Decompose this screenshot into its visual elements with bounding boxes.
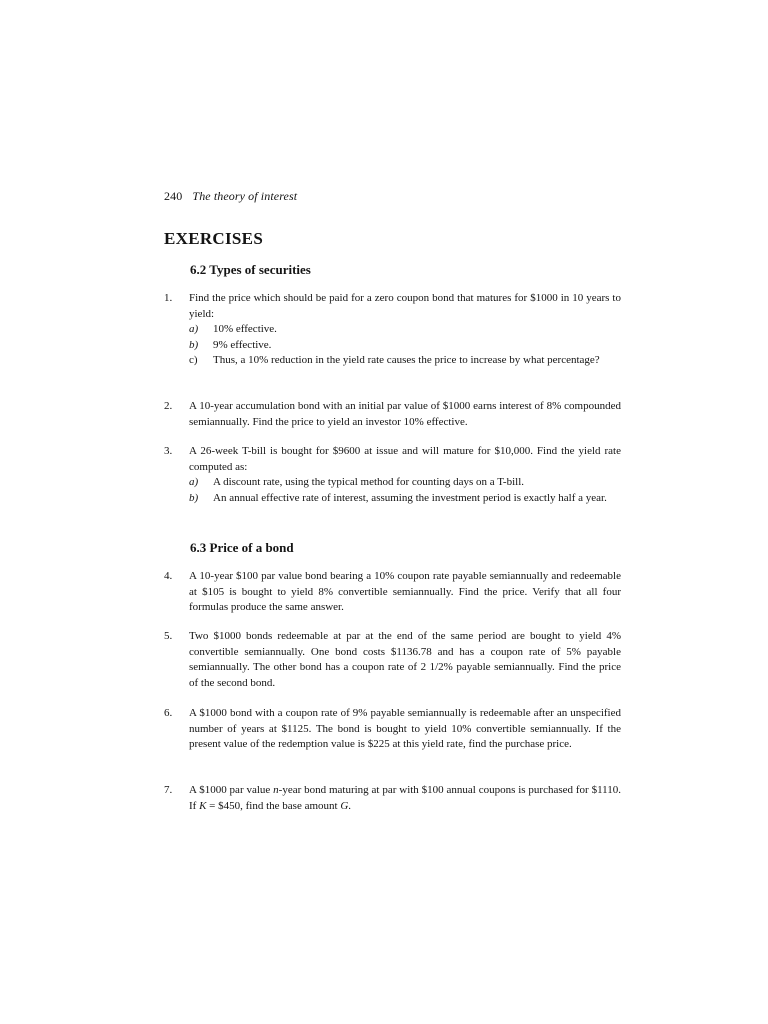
text-run: A $1000 par value	[189, 784, 274, 796]
text-run: .	[348, 799, 352, 812]
exercise-text: A 10-year accumulation bond with an initial par value of $1000 earns interest of 8% compounded semiannually. Find the price to yield an investor 10% effective.	[189, 400, 621, 428]
exercise-text: A 26-week T-bill is bought for $9600 at issue and will mature for $10,000. Find the yield rate computed as:	[189, 445, 621, 473]
exercise-number: 2.	[164, 400, 173, 412]
exercise-part-c	[189, 353, 621, 369]
exercise-4	[164, 569, 621, 616]
text-run: -year bond maturing at par with $100 annual coupons is purchased for $1110. If	[189, 784, 621, 812]
exercise-number: 5.	[164, 630, 173, 642]
section-heading-6-3: 6.3 Price of a bond	[190, 540, 294, 555]
part-text: Thus, a 10% reduction in the yield rate causes the price to increase by what percentage?	[213, 354, 600, 367]
part-label: a)	[189, 323, 199, 336]
exercise-number: 7.	[164, 784, 173, 796]
exercise-text: Two $1000 bonds redeemable at par at the end of the same period are bought to yield 4% convertible semiannually. One bond costs $1136.78 and has a coupon rate of 5% payable semiannually. The other bond has a coupon rate of 2 1/2% payable semiannually. Find the price of the second bond.	[189, 630, 621, 689]
part-text: A discount rate, using the typical method for counting days on a T-bill.	[213, 476, 525, 489]
exercise-text: A 10-year $100 par value bond bearing a 10% coupon rate payable semiannually and redeemable at $105 is bought to yield 8% convertible semiannually. Find the price. Verify that all four formulas produce the same answer.	[189, 570, 621, 614]
variable-g: G	[340, 799, 349, 812]
part-text: 10% effective.	[213, 323, 277, 336]
exercise-number: 4.	[164, 570, 173, 582]
exercise-3	[164, 444, 621, 506]
exercise-1	[164, 291, 621, 369]
text-run: = $450, find the base amount	[206, 799, 341, 812]
exercise-part-a	[189, 475, 621, 491]
section-heading-6-2: 6.2 Types of securities	[190, 262, 311, 277]
exercise-number: 1.	[164, 292, 173, 304]
part-text: 9% effective.	[213, 338, 272, 351]
exercise-number: 6.	[164, 707, 173, 719]
exercise-7	[164, 783, 621, 814]
exercise-2	[164, 399, 621, 430]
exercise-text: A $1000 bond with a coupon rate of 9% payable semiannually is redeemable after an unspecified number of years at $1125. The bond is bought to yield 10% convertible semiannually. If the present value of the redemption value is $225 at this yield rate, find the purchase price.	[189, 707, 621, 751]
exercise-part-b	[189, 338, 621, 354]
part-label: b)	[189, 491, 199, 504]
part-label: c)	[189, 354, 198, 367]
exercise-part-b	[189, 491, 621, 507]
exercise-6	[164, 706, 621, 753]
exercises-heading: EXERCISES	[164, 229, 264, 248]
exercise-5	[164, 629, 621, 691]
running-title: The theory of interest	[192, 189, 298, 203]
exercise-number: 3.	[164, 445, 173, 457]
exercise-part-a	[189, 322, 621, 338]
exercise-text	[189, 783, 621, 814]
page-number: 240	[164, 189, 183, 203]
part-text: An annual effective rate of interest, assuming the investment period is exactly half a year.	[213, 491, 607, 504]
part-label: a)	[189, 476, 199, 489]
variable-k: K	[199, 799, 207, 812]
running-header	[164, 189, 297, 204]
variable-n: n	[273, 784, 279, 796]
part-label: b)	[189, 338, 199, 351]
exercise-text: Find the price which should be paid for a zero coupon bond that matures for $1000 in 10 years to yield:	[189, 292, 621, 320]
